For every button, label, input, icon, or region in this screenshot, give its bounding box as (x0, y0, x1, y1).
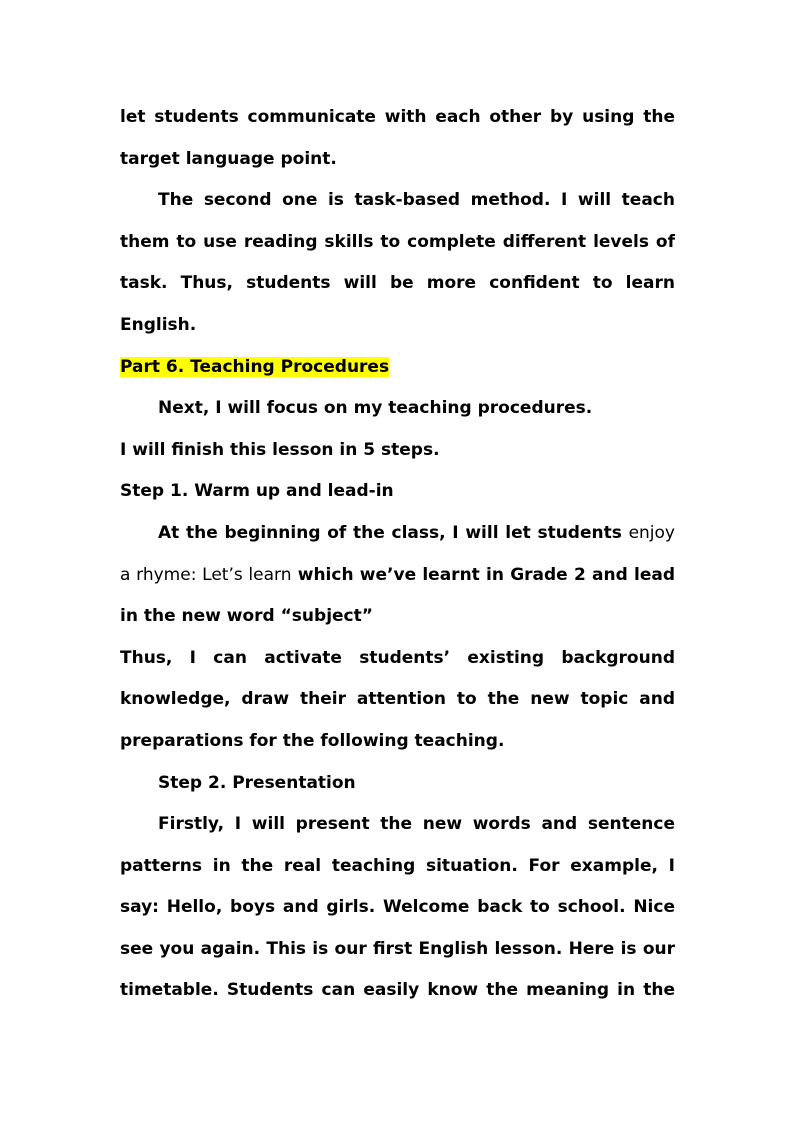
section-heading: Part 6. Teaching Procedures (120, 356, 390, 377)
paragraph-line: Thus, I can activate students’ existing background (120, 647, 675, 668)
paragraph-line: say: Hello, boys and girls. Welcome back to school. Nice (120, 897, 675, 918)
paragraph-line: Next, I will focus on my teaching procedures. (158, 398, 593, 419)
paragraph-line: task. Thus, students will be more confident to learn (120, 273, 675, 294)
paragraph-line (120, 513, 675, 555)
paragraph-line: let students communicate with each other by using the (120, 107, 675, 127)
paragraph-line: Firstly, I will present the new words and sentence (158, 814, 675, 835)
document-page (120, 97, 675, 1012)
text-run: a rhyme: Let’s learn (120, 564, 292, 585)
text-run: which we’ve learnt in Grade 2 and lead (297, 564, 675, 585)
paragraph-line: English. (120, 314, 197, 335)
paragraph-line: knowledge, draw their attention to the new topic and (120, 689, 675, 710)
paragraph-line: target language point. (120, 148, 337, 169)
paragraph-line: I will finish this lesson in 5 steps. (120, 439, 440, 460)
paragraph-line (120, 555, 675, 597)
paragraph-line: The second one is task-based method. I will teach (158, 190, 675, 211)
section-heading-line (120, 347, 675, 389)
step-heading: Step 1. Warm up and lead-in (120, 481, 394, 502)
text-run: enjoy (628, 522, 675, 543)
text-run: At the beginning of the class, I will let students (158, 522, 622, 543)
paragraph-line: see you again. This is our first English lesson. Here is our (120, 938, 675, 959)
paragraph-line: timetable. Students can easily know the meaning in the (120, 980, 675, 1001)
paragraph-line: them to use reading skills to complete different levels of (120, 231, 675, 252)
paragraph-line: in the new word “subject” (120, 606, 373, 627)
paragraph-line: patterns in the real teaching situation. For example, I (120, 855, 675, 876)
step-heading: Step 2. Presentation (158, 772, 356, 793)
paragraph-line: preparations for the following teaching. (120, 730, 505, 751)
